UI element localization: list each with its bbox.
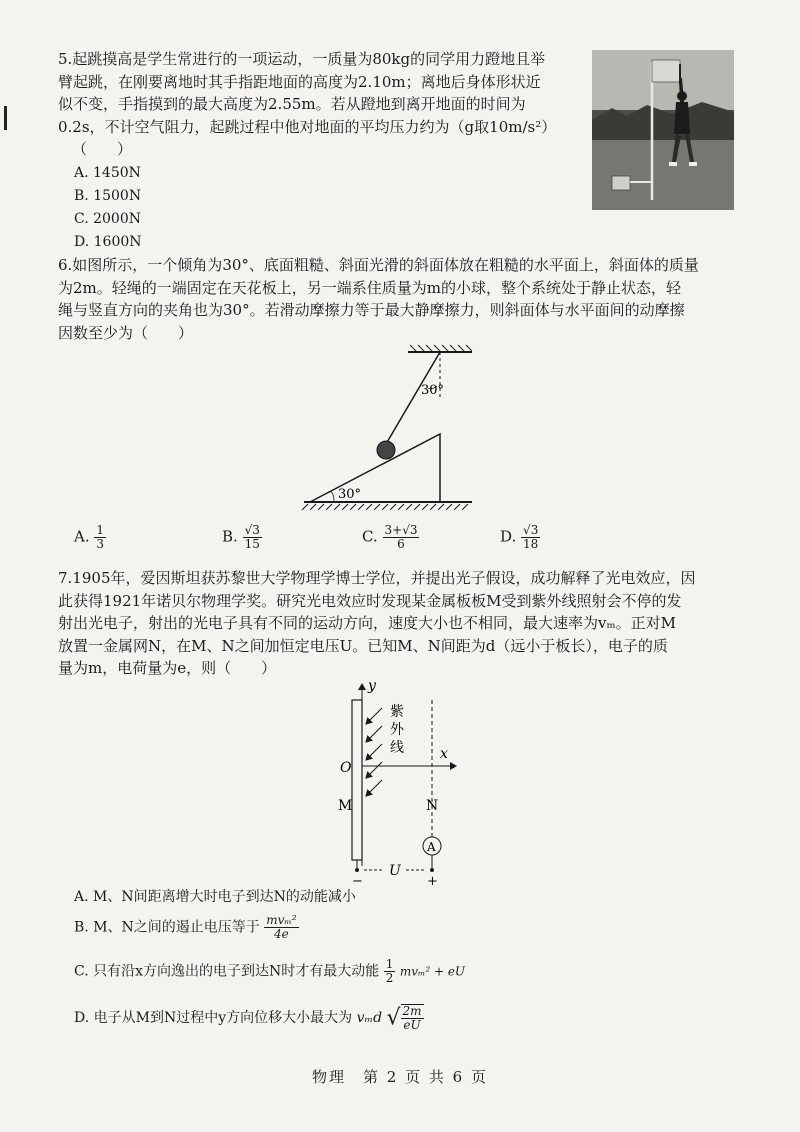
q6-text xyxy=(58,254,758,344)
page-footer: 物理 第 2 页 共 6 页 xyxy=(312,1068,488,1086)
q5-line-3: 似不变，手指摸到的最大高度为2.55m。若从蹬地到离开地面的时间为 xyxy=(58,95,526,113)
q7-line-2: 此获得1921年诺贝尔物理学奖。研究光电效应时发现某金属板板M受到紫外线照射会不停的发 xyxy=(58,591,682,610)
q7-d-den: eU xyxy=(403,1018,421,1032)
q6-c-num: 3+√3 xyxy=(384,523,418,537)
q7-fig-uv-2: 外 xyxy=(390,722,404,738)
q6-incline-figure xyxy=(290,340,490,520)
q7-fig-u-label: U xyxy=(389,863,401,879)
q7-fig-uv-3: 线 xyxy=(390,740,404,756)
q6-option-c-label: C. xyxy=(362,527,378,546)
q5-line-2: 臂起跳，在刚要离地时其手指距地面的高度为2.10m；离地后身体形状近 xyxy=(58,72,541,91)
q5-option-d: D. 1600N xyxy=(74,234,142,250)
q7-fig-ammeter: A xyxy=(427,840,436,854)
q7-line-3: 射出光电子，射出的光电子具有不同的运动方向，速度大小也不相同，最大速率为vₘ。正对M xyxy=(58,614,677,632)
scan-edge-mark xyxy=(4,106,7,130)
q6-line-3: 绳与竖直方向的夹角也为30°。若滑动摩擦力等于最大静摩擦力，则斜面体与水平面间的动摩擦 xyxy=(58,301,685,319)
q7-option-d-pre: vₘd xyxy=(356,1010,383,1026)
q6-option-c-fraction xyxy=(383,524,420,551)
q7-fig-n-label: N xyxy=(426,798,439,814)
q5-line-5: （ ） xyxy=(72,140,133,158)
q7-fig-m-label: M xyxy=(338,798,353,814)
q7-photoelectric-figure xyxy=(330,676,470,886)
q5-option-b: B. 1500N xyxy=(74,188,142,204)
q5-text xyxy=(58,48,598,161)
q6-option-d xyxy=(500,524,540,551)
q7-c-frac-num: 1 xyxy=(385,957,394,971)
q7-line-1: 7.1905年，爱因斯坦获苏黎世大学物理学博士学位，并提出光子假设，成功解释了光电效应，因 xyxy=(58,569,696,587)
q6-option-b-fraction xyxy=(243,524,262,551)
q6-fig-angle-bottom: 30° xyxy=(338,487,362,502)
q7-fig-x-label: x xyxy=(440,746,448,762)
q7-fig-plus: + xyxy=(427,874,438,886)
q6-d-den: 18 xyxy=(523,537,539,551)
q7-c-frac-den: 2 xyxy=(385,971,394,985)
q7-fig-origin: O xyxy=(340,760,352,776)
q7-d-num: 2m xyxy=(402,1004,422,1018)
q6-line-2: 为2m。轻绳的一端固定在天花板上，另一端系住质量为m的小球，整个系统处于静止状态，轻 xyxy=(58,278,681,297)
q6-option-b xyxy=(222,524,262,551)
q7-option-c xyxy=(74,958,465,985)
q6-option-a-label: A. xyxy=(74,527,90,546)
q6-line-4: 因数至少为（ ） xyxy=(58,323,194,342)
q7-b-den: 4e xyxy=(274,927,289,941)
q6-option-b-label: B. xyxy=(222,527,238,546)
q7-fig-y-label: y xyxy=(368,678,376,694)
q6-option-a xyxy=(74,524,106,551)
q6-option-d-label: D. xyxy=(500,527,517,546)
q7-b-num: mvₘ² xyxy=(266,913,297,927)
q7-text xyxy=(58,567,768,680)
q7-option-b xyxy=(74,914,299,941)
q5-jump-photo xyxy=(592,50,734,210)
q6-a-num: 1 xyxy=(96,523,105,537)
q6-option-d-fraction xyxy=(521,524,540,551)
q7-option-b-fraction xyxy=(264,914,298,941)
q7-line-5: 量为m，电荷量为e，则（ ） xyxy=(58,659,277,677)
q6-c-den: 6 xyxy=(397,537,405,551)
q5-line-1: 5.起跳摸高是学生常进行的一项运动，一质量为80kg的同学用力蹬地且举 xyxy=(58,50,546,68)
q6-fig-angle-top: 30° xyxy=(421,383,445,398)
q6-option-a-fraction xyxy=(94,524,106,551)
q7-option-c-tail: mvₘ² + eU xyxy=(399,964,466,979)
q5-option-c: C. 2000N xyxy=(74,211,141,227)
jump-photo-drawing xyxy=(592,50,734,210)
q6-b-num: √3 xyxy=(244,523,260,537)
q6-option-c xyxy=(362,524,419,551)
q6-d-num: √3 xyxy=(523,523,539,537)
q7-option-a: A. M、N间距离增大时电子到达N的动能减小 xyxy=(74,889,356,905)
q7-option-d-fraction xyxy=(401,1004,424,1032)
q7-option-d-sqrt-icon: √ xyxy=(386,1005,401,1031)
q6-a-den: 3 xyxy=(96,537,105,551)
q6-b-den: 15 xyxy=(244,537,260,551)
q7-option-d xyxy=(74,1004,424,1032)
q7-option-c-fraction xyxy=(384,958,396,985)
q7-fig-uv-1: 紫 xyxy=(390,704,404,720)
q7-option-d-text: D. 电子从M到N过程中y方向位移大小最大为 xyxy=(74,1010,353,1026)
q6-line-1: 6.如图所示，一个倾角为30°、底面粗糙、斜面光滑的斜面体放在粗糙的水平面上，斜面体的质量 xyxy=(58,256,699,274)
q5-option-a: A. 1450N xyxy=(74,165,141,181)
q7-option-c-text: C. 只有沿x方向逸出的电子到达N时才有最大动能 xyxy=(74,963,380,980)
q7-line-4: 放置一金属网N，在M、N之间加恒定电压U。已知M、N间距为d（远小于板长），电子的质 xyxy=(58,636,668,655)
q7-fig-minus: − xyxy=(352,874,363,886)
q5-line-4: 0.2s，不计空气阻力，起跳过程中他对地面的平均压力约为（g取10m/s²） xyxy=(58,117,557,136)
q7-option-b-text: B. M、N之间的遏止电压等于 xyxy=(74,919,260,936)
